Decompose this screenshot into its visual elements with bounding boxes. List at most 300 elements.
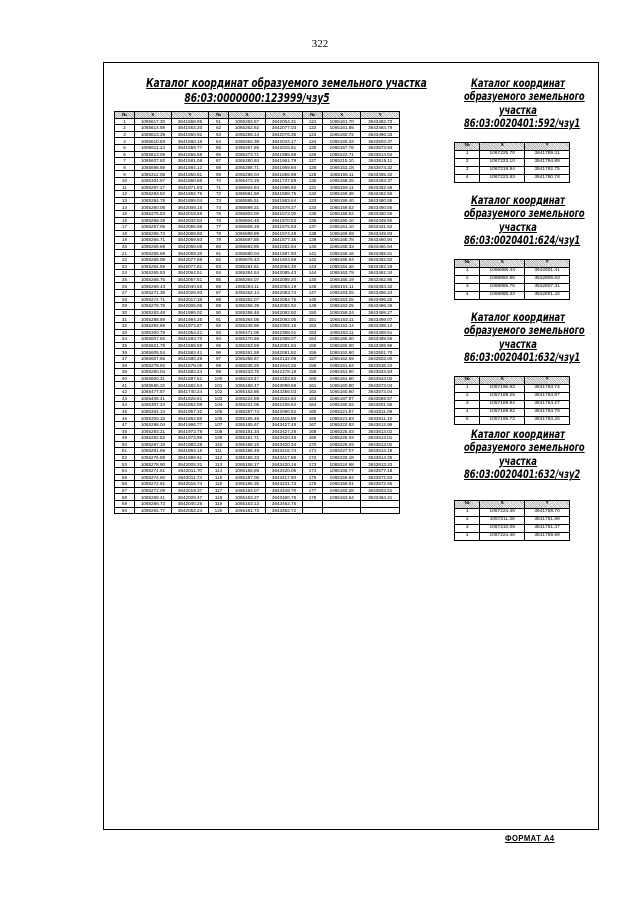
table-cell: 1065266.73 bbox=[134, 501, 171, 508]
table-cell: 1065165.78 bbox=[323, 237, 361, 244]
table-cell: 1065159.38 bbox=[323, 191, 361, 198]
table-cell: 3641582.54 bbox=[171, 382, 208, 389]
table-cell: 1065300.79 bbox=[134, 329, 171, 336]
table-cell: 3643453.37 bbox=[361, 177, 400, 184]
table-cell: 3642090.62 bbox=[266, 408, 303, 415]
table-cell: 68 bbox=[209, 164, 229, 171]
table-cell: 1066888.44 bbox=[480, 268, 525, 276]
table-cell: 46 bbox=[115, 415, 135, 422]
table-cell: 3643498.12 bbox=[361, 323, 400, 330]
table-cell: 3641761.47 bbox=[525, 525, 570, 533]
table-row bbox=[115, 184, 400, 191]
table-cell: 122 bbox=[303, 125, 323, 132]
table-cell: 13 bbox=[115, 197, 135, 204]
table-cell: 1065274.61 bbox=[134, 468, 171, 475]
table-row bbox=[455, 525, 570, 533]
table-cell: 3643569.57 bbox=[361, 395, 400, 402]
table-cell: 1065595.51 bbox=[228, 197, 265, 204]
table-cell: 136 bbox=[303, 217, 323, 224]
table-cell: 1065161.10 bbox=[323, 224, 361, 231]
table-cell: 3643574.32 bbox=[361, 164, 400, 171]
table-cell: 33 bbox=[115, 329, 135, 336]
table-row bbox=[115, 243, 400, 250]
table-cell: 1065606.19 bbox=[228, 224, 265, 231]
table-cell: 104 bbox=[209, 402, 229, 409]
table-cell: 2 bbox=[455, 393, 480, 401]
table-cell: 3643499.66 bbox=[361, 336, 400, 343]
table-cell: 5 bbox=[455, 417, 480, 425]
table-cell: 3642052.24 bbox=[171, 507, 208, 514]
table-cell: 3642015.81 bbox=[266, 144, 303, 151]
table-cell: 3641794.89 bbox=[525, 159, 570, 167]
table-cell: 129 bbox=[303, 171, 323, 178]
table-row bbox=[115, 164, 400, 171]
table-cell: 1065271.35 bbox=[134, 290, 171, 297]
table-row bbox=[115, 481, 400, 488]
table-cell: 133 bbox=[303, 197, 323, 204]
table-cell: 1 bbox=[455, 385, 480, 393]
table-cell: 1065163.79 bbox=[323, 270, 361, 277]
table-cell: 3641570.63 bbox=[266, 217, 303, 224]
table-cell: 1065603.00 bbox=[228, 210, 265, 217]
table-row bbox=[455, 417, 570, 425]
table-cell: 1065294.89 bbox=[134, 323, 171, 330]
table-cell: 3642081.84 bbox=[266, 342, 303, 349]
table-cell: 1065163.86 bbox=[228, 388, 265, 395]
table-cell: 3642092.05 bbox=[266, 316, 303, 323]
table-cell: 3641556.68 bbox=[171, 151, 208, 158]
table-cell: 1065262.14 bbox=[228, 290, 265, 297]
table-cell: 3641598.75 bbox=[266, 191, 303, 198]
table-cell: 1065598.89 bbox=[228, 230, 265, 237]
table-cell: 3643460.55 bbox=[361, 210, 400, 217]
small-catalog-title bbox=[464, 193, 585, 248]
table-cell: 145 bbox=[303, 276, 323, 283]
table-cell: 1065225.03 bbox=[323, 428, 361, 435]
table-cell: 1066885.75 bbox=[480, 284, 525, 292]
table-cell: 1065160.90 bbox=[323, 382, 361, 389]
small-coordinate-table bbox=[454, 259, 570, 300]
table-cell: 3643613.02 bbox=[361, 441, 400, 448]
table-cell: 3641559.77 bbox=[171, 144, 208, 151]
table-cell: 3641973.87 bbox=[171, 323, 208, 330]
table-cell: 47 bbox=[115, 421, 135, 428]
table-cell: 3641737.59 bbox=[266, 177, 303, 184]
table-cell: 1065162.28 bbox=[323, 487, 361, 494]
table-cell: 3641852.99 bbox=[171, 402, 208, 409]
table-cell: 3642042.84 bbox=[171, 217, 208, 224]
table-cell: 3643420.05 bbox=[266, 468, 303, 475]
table-cell: 1065599.31 bbox=[228, 204, 265, 211]
table-cell: 1065507.82 bbox=[134, 336, 171, 343]
table-row bbox=[115, 316, 400, 323]
table-cell: 10 bbox=[115, 177, 135, 184]
table-cell: 1065157.06 bbox=[228, 474, 265, 481]
table-cell: 29 bbox=[115, 303, 135, 310]
table-cell: 1065264.54 bbox=[228, 270, 265, 277]
table-cell: 1065165.19 bbox=[323, 276, 361, 283]
table-cell: 178 bbox=[303, 494, 323, 501]
small-catalog-title bbox=[464, 427, 585, 482]
table-cell: 3642005.31 bbox=[171, 461, 208, 468]
table-cell: 84 bbox=[209, 270, 229, 277]
table-cell: 3642011.74 bbox=[171, 474, 208, 481]
table-cell: 3641573.00 bbox=[266, 210, 303, 217]
column-header: Y bbox=[525, 501, 570, 509]
table-row bbox=[115, 309, 400, 316]
table-cell: 1065163.11 bbox=[323, 329, 361, 336]
table-cell: 1065158.33 bbox=[228, 454, 265, 461]
table-cell: 1065593.85 bbox=[228, 243, 265, 250]
table-row bbox=[455, 533, 570, 541]
table-cell: 175 bbox=[303, 474, 323, 481]
table-cell: 3641973.78 bbox=[171, 428, 208, 435]
table-row bbox=[455, 385, 570, 393]
table-row bbox=[115, 230, 400, 237]
table-cell: 3643462.88 bbox=[361, 276, 400, 283]
table-cell: 1065264.11 bbox=[228, 283, 265, 290]
table-cell: 1065226.18 bbox=[323, 454, 361, 461]
table-cell: 3641584.12 bbox=[171, 164, 208, 171]
table-cell: 3641604.59 bbox=[266, 257, 303, 264]
table-cell: 3641988.69 bbox=[266, 151, 303, 158]
table-cell: 3641961.79 bbox=[266, 158, 303, 165]
table-cell: 3642081.52 bbox=[266, 349, 303, 356]
table-row bbox=[455, 276, 570, 284]
table-cell: 1065166.16 bbox=[323, 250, 361, 257]
table-cell: 1065282.52 bbox=[134, 435, 171, 442]
table-cell: 3643482.72 bbox=[266, 507, 303, 514]
table-cell: 1065477.57 bbox=[134, 388, 171, 395]
table-cell: 1065159.11 bbox=[323, 184, 361, 191]
table-row bbox=[455, 151, 570, 159]
table-cell: 3641761.98 bbox=[525, 517, 570, 525]
table-cell: 137 bbox=[303, 224, 323, 231]
table-cell: 1065248.96 bbox=[228, 323, 265, 330]
table-cell: 103 bbox=[209, 395, 229, 402]
table-cell: 3642019.37 bbox=[171, 487, 208, 494]
table-cell: 61 bbox=[209, 118, 229, 125]
table-cell: 1065280.84 bbox=[228, 158, 265, 165]
table-cell: 25 bbox=[115, 276, 135, 283]
table-cell: 1065266.71 bbox=[134, 237, 171, 244]
table-cell: 1065274.60 bbox=[134, 474, 171, 481]
table-cell: 81 bbox=[209, 250, 229, 257]
table-cell: 3641560.18 bbox=[171, 138, 208, 145]
table-row bbox=[115, 144, 400, 151]
table-cell: 60 bbox=[115, 507, 135, 514]
table-cell: 1065163.13 bbox=[228, 501, 265, 508]
table-cell: 1067219.94 bbox=[480, 167, 525, 175]
table-cell: 3643420.48 bbox=[266, 435, 303, 442]
table-cell: 3642006.06 bbox=[171, 303, 208, 310]
table-cell: 1065269.41 bbox=[134, 494, 171, 501]
table-cell: 140 bbox=[303, 243, 323, 250]
table-cell: 30 bbox=[115, 309, 135, 316]
table-row bbox=[115, 461, 400, 468]
table-cell: 2 bbox=[455, 517, 480, 525]
small-catalog-title-line: участка bbox=[499, 453, 537, 468]
table-row bbox=[115, 428, 400, 435]
table-cell: 89 bbox=[209, 303, 229, 310]
small-catalog-title bbox=[464, 76, 585, 131]
column-header: X bbox=[480, 377, 525, 385]
table-row bbox=[115, 355, 400, 362]
column-header: X bbox=[480, 143, 525, 151]
table-cell: 1065264.77 bbox=[134, 507, 171, 514]
table-cell: 14 bbox=[115, 204, 135, 211]
table-cell: 3641558.95 bbox=[171, 118, 208, 125]
table-cell: 83 bbox=[209, 263, 229, 270]
table-cell: 1065607.65 bbox=[134, 355, 171, 362]
table-cell: 3642077.69 bbox=[171, 257, 208, 264]
table-header-row bbox=[455, 501, 570, 509]
table-row bbox=[115, 507, 400, 514]
table-row bbox=[115, 375, 400, 382]
table-cell: 168 bbox=[303, 428, 323, 435]
table-cell: 3643496.25 bbox=[361, 296, 400, 303]
column-header: № bbox=[455, 501, 480, 509]
table-cell: 3641995.02 bbox=[171, 309, 208, 316]
table-cell: 92 bbox=[209, 323, 229, 330]
small-catalog-title-line: Каталог координат bbox=[470, 427, 565, 441]
table-cell: 161 bbox=[303, 382, 323, 389]
table-cell: 116 bbox=[209, 481, 229, 488]
table-cell: 65 bbox=[209, 144, 229, 151]
table-cell: 90 bbox=[209, 309, 229, 316]
table-cell: 98 bbox=[209, 362, 229, 369]
table-cell: 3642076.35 bbox=[266, 131, 303, 138]
table-cell: 2 bbox=[115, 125, 135, 132]
table-cell: 3641581.08 bbox=[171, 158, 208, 165]
table-cell: 110 bbox=[209, 441, 229, 448]
table-cell: 3643460.55 bbox=[361, 204, 400, 211]
table-cell: 1065222.71 bbox=[323, 151, 361, 158]
table-cell: 3642398.07 bbox=[266, 336, 303, 343]
table-cell: 1065161.64 bbox=[323, 362, 361, 369]
table-cell: 1065263.57 bbox=[228, 118, 265, 125]
table-cell: 3642055.98 bbox=[171, 224, 208, 231]
table-row bbox=[115, 323, 400, 330]
table-cell: 1065159.83 bbox=[323, 474, 361, 481]
table-row bbox=[115, 131, 400, 138]
table-cell: 3643601.55 bbox=[361, 402, 400, 409]
table-cell: 67 bbox=[209, 158, 229, 165]
table-cell: 1065604.48 bbox=[228, 217, 265, 224]
table-cell: 3643536.22 bbox=[361, 362, 400, 369]
table-cell: 1 bbox=[115, 118, 135, 125]
table-cell: 3643577.18 bbox=[361, 468, 400, 475]
format-label: ФОРМАТ А4 bbox=[505, 833, 555, 843]
small-catalog-title-line: образуемого земельного bbox=[464, 89, 585, 104]
table-cell: 3641966.77 bbox=[171, 421, 208, 428]
column-header: № bbox=[455, 143, 480, 151]
table-cell: 3642398.01 bbox=[266, 329, 303, 336]
table-cell: 1065258.67 bbox=[228, 355, 265, 362]
small-catalog-title-line: 86:03:0020401:632/чзу2 bbox=[464, 467, 581, 482]
table-cell: 3641983.28 bbox=[171, 441, 208, 448]
table-row bbox=[115, 435, 400, 442]
table-header-row bbox=[455, 143, 570, 151]
table-cell: 1065264.05 bbox=[228, 316, 265, 323]
table-cell: 1065161.70 bbox=[323, 118, 361, 125]
table-cell: 1065161.65 bbox=[323, 125, 361, 132]
table-cell: 3 bbox=[455, 167, 480, 175]
table-cell: 1065168.47 bbox=[228, 382, 265, 389]
table-cell: 1067189.84 bbox=[480, 401, 525, 409]
table-cell: 1065265.72 bbox=[134, 230, 171, 237]
table-cell: 3643482.73 bbox=[361, 118, 400, 125]
table-cell: 3643460.94 bbox=[361, 237, 400, 244]
table-cell: 3643613.02 bbox=[361, 428, 400, 435]
table-cell: 3643417.88 bbox=[266, 454, 303, 461]
table-cell: 3641582.24 bbox=[171, 369, 208, 376]
table-cell: 3642083.74 bbox=[266, 290, 303, 297]
table-cell: 31 bbox=[115, 316, 135, 323]
table-cell: 3643462.34 bbox=[361, 270, 400, 277]
table-cell: 37 bbox=[115, 355, 135, 362]
table-cell: 1065158.17 bbox=[228, 461, 265, 468]
table-cell: 3643573.04 bbox=[361, 388, 400, 395]
table-cell: 1065262.62 bbox=[228, 125, 265, 132]
table-cell: 3643498.27 bbox=[361, 309, 400, 316]
table-cell: 3641828.81 bbox=[171, 395, 208, 402]
table-cell: 1067189.25 bbox=[480, 393, 525, 401]
table-cell: 3641587.51 bbox=[171, 375, 208, 382]
table-cell: 3643611.09 bbox=[361, 408, 400, 415]
table-cell: 1065221.83 bbox=[323, 415, 361, 422]
table-row bbox=[115, 395, 400, 402]
table-cell: 3643612.98 bbox=[361, 421, 400, 428]
table-cell: 3642016.74 bbox=[171, 481, 208, 488]
table-cell: 1065258.39 bbox=[228, 303, 265, 310]
table-cell: 3641583.41 bbox=[171, 349, 208, 356]
table-cell: 21 bbox=[115, 250, 135, 257]
table-cell: 3641994.15 bbox=[171, 448, 208, 455]
table-cell: 1065408.41 bbox=[134, 395, 171, 402]
table-cell: 1065166.77 bbox=[323, 468, 361, 475]
table-cell: 1065262.07 bbox=[228, 296, 265, 303]
table-cell: 3641593.70 bbox=[171, 336, 208, 343]
table-cell: 27 bbox=[115, 290, 135, 297]
table-cell: 1065162.69 bbox=[323, 355, 361, 362]
table-cell: 22 bbox=[115, 257, 135, 264]
table-cell: 1065159.40 bbox=[323, 197, 361, 204]
table-cell: 153 bbox=[303, 329, 323, 336]
table-cell: 8 bbox=[115, 164, 135, 171]
table-cell: 42 bbox=[115, 388, 135, 395]
small-catalog-title-line: образуемого земельного bbox=[464, 206, 585, 221]
table-cell: 1065159.81 bbox=[323, 481, 361, 488]
table-cell: 1065153.18 bbox=[323, 164, 361, 171]
table-cell: 1065278.75 bbox=[134, 303, 171, 310]
table-cell: 26 bbox=[115, 283, 135, 290]
table-cell: 3643502.00 bbox=[361, 355, 400, 362]
small-catalog-title-line: Каталог координат bbox=[470, 193, 565, 207]
table-row bbox=[455, 175, 570, 183]
table-cell: 1065164.07 bbox=[228, 487, 265, 494]
table-row bbox=[115, 402, 400, 409]
table-cell: 3643415.99 bbox=[266, 415, 303, 422]
table-cell: 1065273.71 bbox=[228, 151, 265, 158]
table-cell: 1065591.56 bbox=[228, 191, 265, 198]
table-row bbox=[115, 421, 400, 428]
table-cell: 111 bbox=[209, 448, 229, 455]
table-cell: 1065283.48 bbox=[134, 309, 171, 316]
table-cell: 120 bbox=[209, 507, 229, 514]
table-cell: 3641862.86 bbox=[171, 415, 208, 422]
table-cell: 3641574.29 bbox=[266, 230, 303, 237]
table-cell: 3643482.56 bbox=[361, 184, 400, 191]
table-cell: 1065600.31 bbox=[134, 375, 171, 382]
table-cell: 75 bbox=[209, 210, 229, 217]
table-cell: 3642069.93 bbox=[171, 237, 208, 244]
table-cell: 1065304.57 bbox=[134, 177, 171, 184]
table-cell: 3642444.26 bbox=[266, 362, 303, 369]
table-cell: 93 bbox=[209, 329, 229, 336]
table-cell: 3641957.32 bbox=[171, 408, 208, 415]
table-cell: 51 bbox=[115, 448, 135, 455]
table-cell: 1065258.48 bbox=[228, 309, 265, 316]
table-cell: 3642069.05 bbox=[171, 243, 208, 250]
table-row bbox=[115, 177, 400, 184]
table-cell: 3643501.70 bbox=[361, 349, 400, 356]
table-cell: 50 bbox=[115, 441, 135, 448]
table-cell: 3643460.55 bbox=[361, 197, 400, 204]
table-cell: 1067224.48 bbox=[480, 533, 525, 541]
table-cell: 152 bbox=[303, 323, 323, 330]
table-cell: 155 bbox=[303, 342, 323, 349]
table-cell: 151 bbox=[303, 316, 323, 323]
table-cell: 3643544.02 bbox=[361, 375, 400, 382]
table-cell: 3643427.28 bbox=[266, 428, 303, 435]
table-row bbox=[115, 329, 400, 336]
table-cell: 3642801.41 bbox=[525, 268, 570, 276]
table-cell: 88 bbox=[209, 296, 229, 303]
table-cell: 121 bbox=[303, 118, 323, 125]
table-cell: 1065263.59 bbox=[228, 342, 265, 349]
small-catalog-title-line: Каталог координат bbox=[470, 76, 565, 90]
table-cell: 3643482.26 bbox=[361, 263, 400, 270]
table-cell: 3642534.60 bbox=[266, 395, 303, 402]
table-row bbox=[115, 501, 400, 508]
table-cell: 3641789.31 bbox=[525, 151, 570, 159]
table-cell: 3642077.03 bbox=[266, 125, 303, 132]
table-cell: 143 bbox=[303, 263, 323, 270]
table-cell: 3643449.83 bbox=[361, 230, 400, 237]
table-cell: 3643482.82 bbox=[361, 257, 400, 264]
table-cell: 3641763.25 bbox=[525, 417, 570, 425]
table-cell: 117 bbox=[209, 487, 229, 494]
table-cell: 166 bbox=[303, 415, 323, 422]
table-row bbox=[115, 474, 400, 481]
table-cell: 6 bbox=[115, 151, 135, 158]
table-cell: 3641792.75 bbox=[525, 167, 570, 175]
table-cell: 124 bbox=[303, 138, 323, 145]
table-cell: 1065163.11 bbox=[323, 316, 361, 323]
column-header: № bbox=[209, 112, 229, 119]
table-row bbox=[115, 454, 400, 461]
table-cell: 3643460.78 bbox=[266, 494, 303, 501]
table-cell: 163 bbox=[303, 395, 323, 402]
table-cell: 3641575.83 bbox=[266, 224, 303, 231]
main-catalog-title-line: Каталог координат образуемого земельного участка bbox=[146, 75, 427, 90]
table-cell: 3 bbox=[455, 525, 480, 533]
table-cell: 114 bbox=[209, 468, 229, 475]
table-cell: 72 bbox=[209, 191, 229, 198]
table-cell: 5 bbox=[115, 144, 135, 151]
table-cell: 58 bbox=[115, 494, 135, 501]
